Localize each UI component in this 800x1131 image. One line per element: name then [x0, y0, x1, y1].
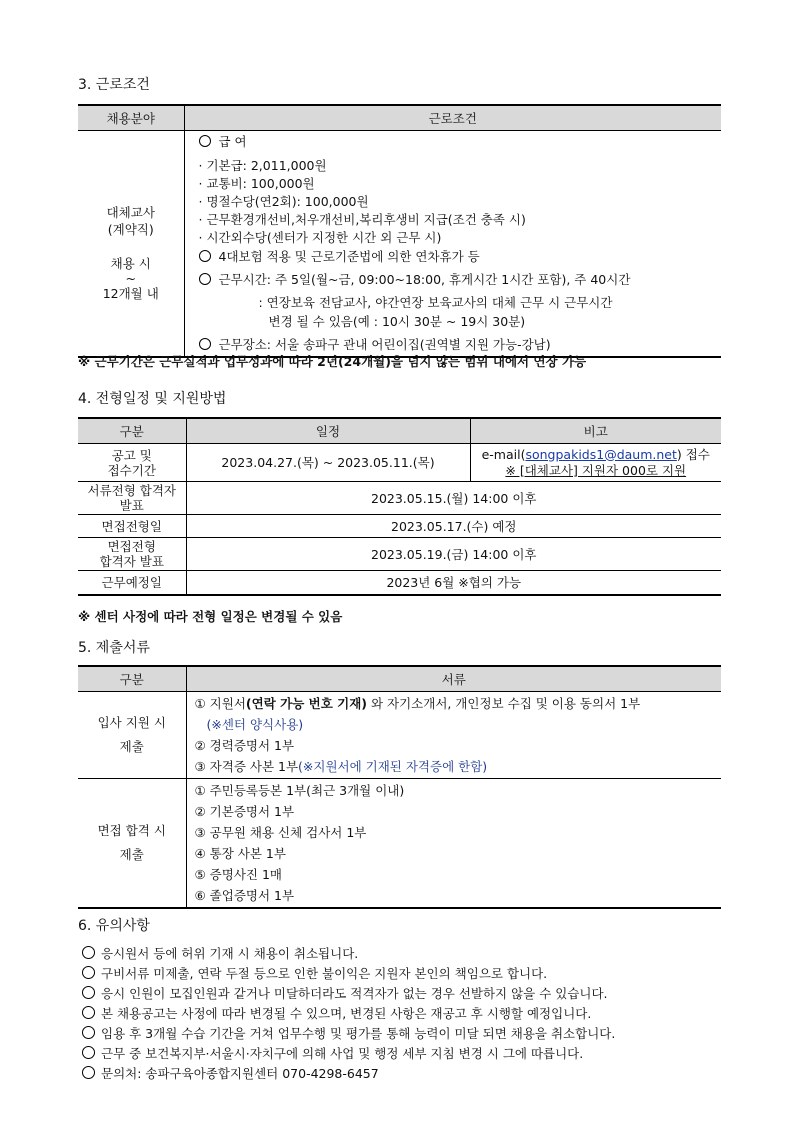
doc-item: ② 경력증명서 1부 — [194, 738, 295, 753]
field-line: (계약직) — [107, 221, 154, 237]
list-item: 응시원서 등에 허위 기재 시 채용이 취소됩니다. — [82, 944, 722, 964]
apply-label-cell: 입사 지원 시 제출 — [97, 715, 166, 754]
row-label: 근무예정일 — [101, 574, 162, 590]
field-line: ~ — [125, 270, 136, 286]
section-5-heading: 5. 제출서류 — [78, 640, 150, 656]
doc-item: ③ 공무원 채용 신체 검사서 1부 — [194, 825, 367, 840]
list-item: 응시 인원이 모집인원과 같거나 미달하더라도 적격자가 없는 경우 선발하지 않을 수 있습니다. — [82, 984, 722, 1004]
pay-item: · 근무환경개선비,처우개선비,복리후생비 지급(조건 충족 시) — [198, 212, 526, 227]
row-label: 공고 및 접수기간 — [107, 447, 156, 478]
remark-line-2: ※ [대체교사] 지원자 000로 지원 — [505, 462, 687, 478]
remark-email-line: e-mail(songpakids1@daum.net) 접수 — [481, 446, 710, 462]
circle-bullet-icon — [82, 966, 95, 979]
row-date: 2023.05.15.(월) 14:00 이후 — [186, 482, 721, 515]
circle-bullet-icon — [82, 1006, 95, 1019]
list-item: 구비서류 미제출, 연락 두절 등으로 인한 불이익은 지원자 본인의 책임으로 합니다. — [82, 964, 722, 984]
interview-label-cell: 면접 합격 시 제출 — [97, 823, 166, 862]
field-line: 대체교사 — [106, 204, 155, 220]
hours-note-line: : 연장보육 전담교사, 야간연장 보육교사의 대체 근무 시 근무시간 — [258, 295, 613, 310]
circle-bullet-icon — [82, 1026, 95, 1039]
circle-bullet-icon — [82, 986, 95, 999]
circle-bullet-icon — [199, 273, 211, 285]
row-date: 2023.05.19.(금) 14:00 이후 — [186, 538, 721, 571]
col-conditions: 근로조건 — [184, 105, 721, 131]
circle-bullet-icon — [199, 250, 211, 262]
hours-note-line: 변경 될 수 있음(예 : 10시 30분 ~ 19시 30분) — [268, 314, 526, 329]
col-remarks: 비고 — [470, 418, 721, 444]
doc-item: ⑥ 졸업증명서 1부 — [194, 888, 295, 903]
list-item: 본 채용공고는 사정에 따라 변경될 수 있으며, 변경된 사항은 재공고 후 시행할 예정입니다. — [82, 1004, 722, 1024]
doc-item: ③ 자격증 사본 1부(※지원서에 기재된 자격증에 한함) — [194, 759, 488, 774]
insurance-line: 4대보험 적용 및 근로기준법에 의한 연차휴가 등 — [185, 247, 722, 266]
section-4-note: ※ 센터 사정에 따라 전형 일정은 변경될 수 있음 — [78, 609, 343, 624]
list-item: 임용 후 3개월 수습 기간을 거쳐 업무수행 및 평가를 통해 능력이 미달 되면 채용을 취소합니다. — [82, 1024, 722, 1044]
doc-item: ① 지원서(연락 가능 번호 기재) 와 자기소개서, 개인정보 수집 및 이용 동의서 1부 — [194, 696, 641, 711]
documents-table — [78, 665, 721, 909]
circle-bullet-icon — [82, 1066, 95, 1079]
section-4-heading: 4. 전형일정 및 지원방법 — [78, 391, 227, 407]
doc-item: ① 주민등록등본 1부(최근 3개월 이내) — [194, 783, 405, 798]
row-label: 면접전형일 — [101, 518, 162, 534]
doc-item: ④ 통장 사본 1부 — [194, 846, 286, 861]
row-date: 2023년 6월 ※협의 가능 — [186, 571, 721, 595]
schedule-table — [78, 417, 721, 596]
field-line: 채용 시 — [110, 255, 151, 271]
field-line — [78, 238, 184, 255]
section-6-heading: 6. 유의사항 — [78, 918, 150, 934]
field-line: 12개월 내 — [102, 285, 159, 301]
interview-items-cell — [186, 779, 721, 909]
field-cell — [78, 131, 184, 358]
circle-bullet-icon — [199, 338, 211, 350]
row-label: 서류전형 합격자 발표 — [87, 483, 176, 513]
circle-bullet-icon — [199, 135, 211, 147]
col-schedule: 일정 — [186, 418, 470, 444]
conditions-cell — [184, 131, 721, 358]
pay-item: · 기본급: 2,011,000원 — [198, 158, 327, 173]
pay-header: 급 여 — [185, 133, 722, 151]
pay-item: · 시간외수당(센터가 지정한 시간 외 근무 시) — [198, 230, 442, 245]
doc-item: ⑤ 증명사진 1매 — [194, 867, 282, 882]
col-documents: 서류 — [186, 666, 721, 692]
notice-list — [82, 944, 722, 1084]
section-3-note: ※ 근무기간은 근무실적과 업무성과에 따라 2년(24개월)을 넘지 않는 범위 내에서 연장 가능 — [78, 354, 587, 369]
apply-items-cell — [186, 692, 721, 779]
row-date: 2023.05.17.(수) 예정 — [186, 515, 721, 538]
doc-item-note: (※센터 양식사용) — [206, 717, 304, 732]
row-label: 면접전형 합격자 발표 — [99, 539, 164, 569]
doc-item: ② 기본증명서 1부 — [194, 804, 295, 819]
circle-bullet-icon — [82, 1046, 95, 1059]
list-item: 문의처: 송파구육아종합지원센터 070-4298-6457 — [82, 1064, 722, 1084]
list-item: 근무 중 보건복지부·서울시·자치구에 의해 사업 및 행정 세부 지침 변경 시 그에 따릅니다. — [82, 1044, 722, 1064]
circle-bullet-icon — [82, 946, 95, 959]
working-conditions-table — [78, 104, 721, 358]
email-link[interactable]: songpakids1@daum.net — [525, 446, 677, 462]
pay-item: · 명절수당(연2회): 100,000원 — [198, 194, 369, 209]
col-field: 채용분야 — [78, 105, 184, 131]
col-category: 구분 — [78, 418, 186, 444]
row-date: 2023.04.27.(목) ~ 2023.05.11.(목) — [186, 444, 470, 482]
remarks-cell — [470, 444, 721, 482]
col-category: 구분 — [78, 666, 186, 692]
place-line: 근무장소: 서울 송파구 관내 어린이집(권역별 지원 가능-강남) — [185, 335, 722, 354]
pay-item: · 교통비: 100,000원 — [198, 176, 315, 191]
hours-line: 근무시간: 주 5일(월~금, 09:00~18:00, 휴게시간 1시간 포함), 주 40시간 — [185, 270, 722, 289]
section-3-heading: 3. 근로조건 — [78, 77, 150, 93]
